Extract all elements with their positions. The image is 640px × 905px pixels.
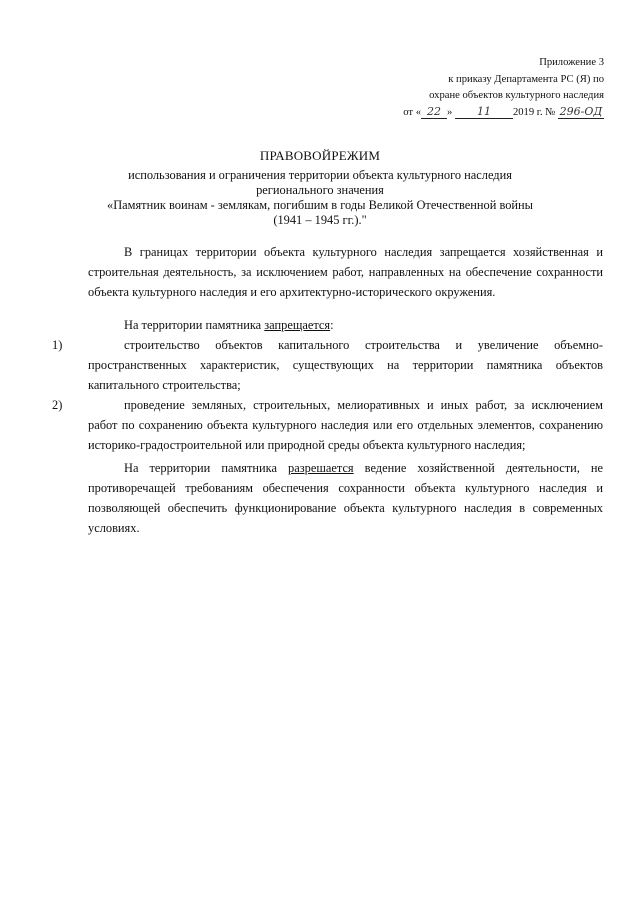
paragraph-permitted (88, 458, 603, 538)
date-day-handwritten: 22 (421, 105, 447, 119)
subtitle-line-2: «Памятник воинам - землякам, погибшим в годы Великой Отечественной войны (1941 – 1945 гг.)." (107, 198, 533, 227)
permitted-suffix: ведение хозяйственной деятельности, не противоречащей требованиям обеспечения сохранности объекта культурного наследия и позволяющей обеспечить функционирование объекта культурного наследия в современных условиях. (88, 461, 603, 535)
document-title: ПРАВОВОЙРЕЖИМ (259, 148, 381, 163)
prohibited-suffix: : (330, 318, 334, 332)
prohibited-prefix: На территории памятника (124, 318, 265, 332)
date-year: 2019 г. № (512, 106, 556, 118)
list-item-text: строительство объектов капитального строительства и увеличение объемно-пространственных характеристик, существующих на территории памятника объектов капитального строительства; (88, 338, 603, 392)
prohibited-list (52, 335, 603, 455)
date-prefix: от « (403, 106, 421, 118)
paragraph-restrictions: В границах территории объекта культурного наследия запрещается хозяйственная и строительная деятельность, за исключением работ, направленных на обеспечение сохранности объекта культурного наследия и его архитектурно-исторического окружения. (88, 245, 603, 299)
date-mid: » (447, 106, 453, 118)
order-number-handwritten: 296-ОД (559, 104, 603, 118)
prohibited-emphasis: запрещается (264, 318, 331, 332)
list-item (52, 335, 603, 395)
list-item-number: 1) (52, 338, 63, 352)
subtitle-line-1: использования и ограничения территории объекта культурного наследия регионального значения (128, 168, 512, 197)
document-subtitle (95, 168, 545, 228)
appendix-date-line (403, 105, 604, 122)
list-item-number: 2) (52, 398, 63, 412)
list-item (52, 395, 603, 455)
permitted-prefix: На территории памятника (124, 461, 289, 475)
appendix-order-line: к приказу Департамента РС (Я) по (448, 73, 604, 85)
list-item-text: проведение земляных, строительных, мелиоративных и иных работ, за исключением работ по сохранению объекта культурного наследия или его отдельных элементов, сохранению историко-градостроительной или природной среды объекта культурного наследия; (88, 398, 603, 452)
appendix-header (403, 55, 604, 121)
permitted-emphasis: разрешается (288, 461, 354, 475)
date-month-handwritten: 11 (455, 105, 513, 119)
appendix-title: Приложение 3 (539, 57, 604, 68)
appendix-department-line: охране объектов культурного наследия (429, 90, 604, 101)
paragraph-prohibited-intro (88, 315, 603, 335)
